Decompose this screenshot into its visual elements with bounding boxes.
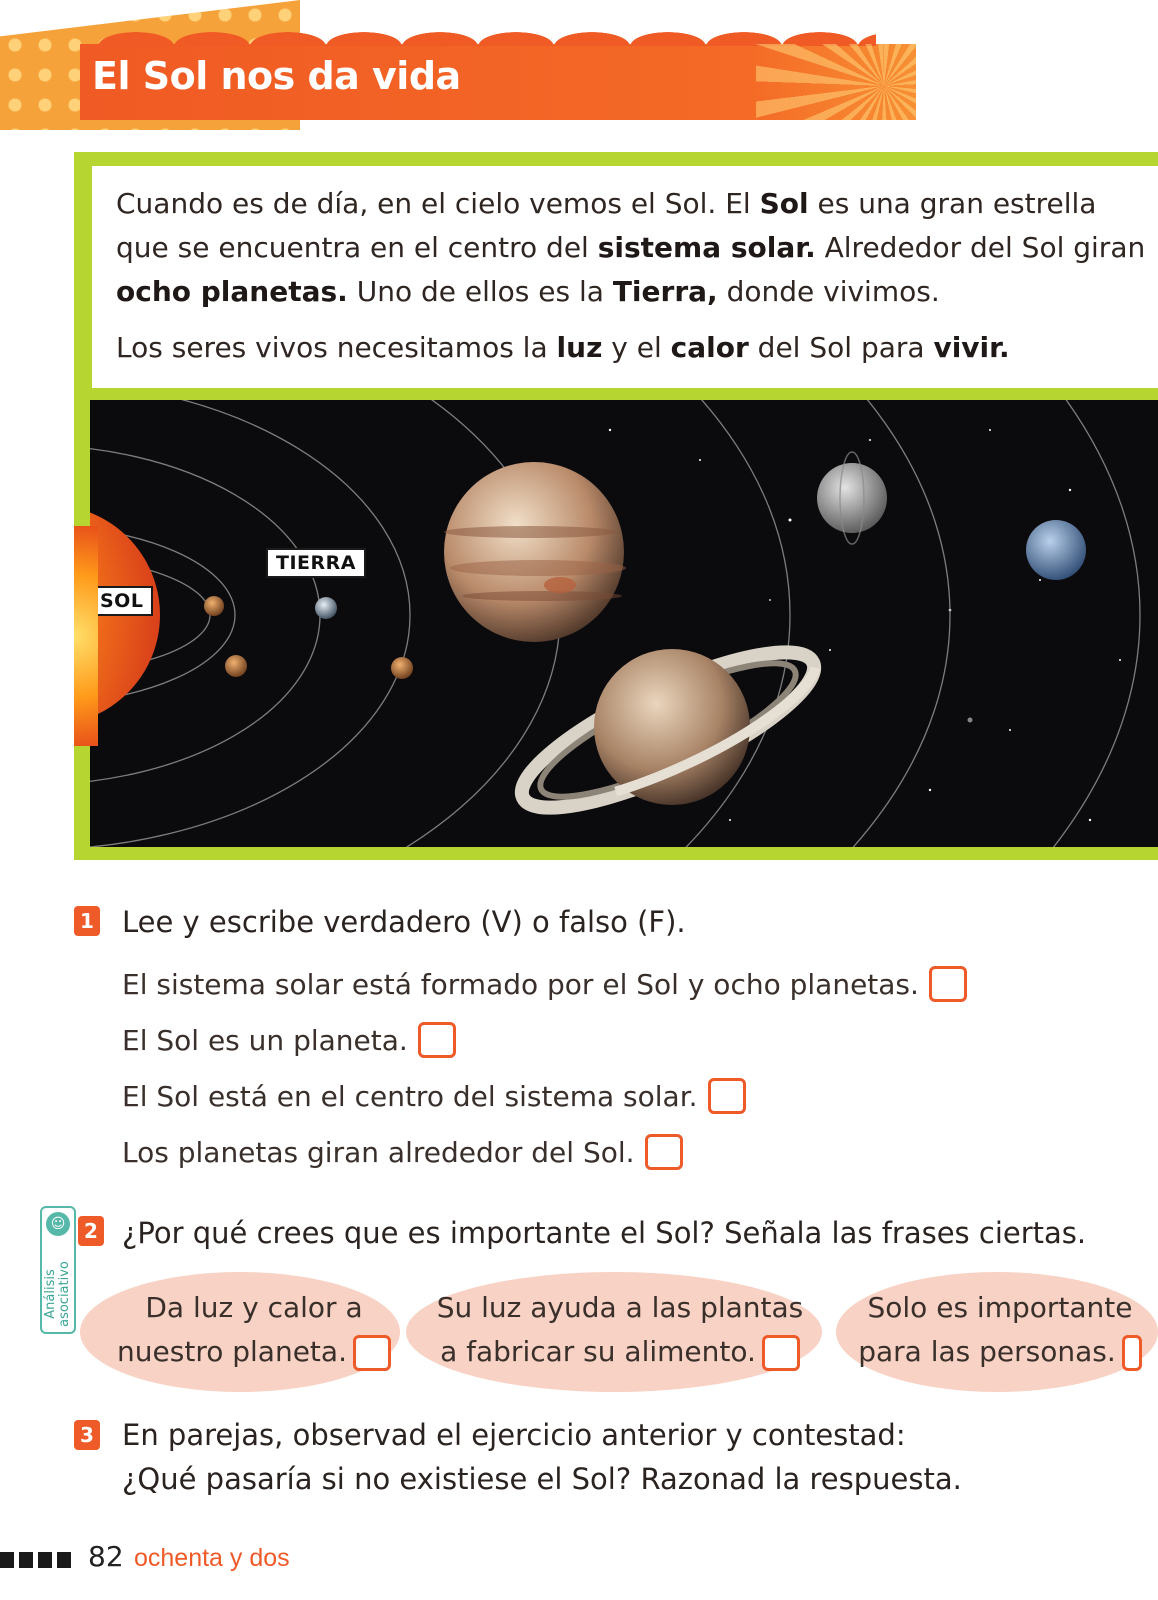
- statement-4-text: Los planetas giran alrededor del Sol.: [122, 1135, 635, 1169]
- option-1-line2: nuestro planeta.: [117, 1335, 347, 1368]
- text-run: Alrededor del Sol giran: [815, 231, 1146, 264]
- page-number-words: ochenta y dos: [134, 1544, 290, 1572]
- statement-1: [122, 966, 967, 1002]
- text-run: del Sol para: [748, 331, 934, 364]
- option-3: [848, 1286, 1152, 1374]
- neptune-planet: [1026, 520, 1086, 580]
- exercise-3-line2: ¿Qué pasaría si no existiese el Sol? Razonad la respuesta.: [122, 1462, 962, 1496]
- sunburst-decoration: [756, 44, 916, 120]
- option-3-checkbox[interactable]: [1122, 1335, 1142, 1371]
- option-3-line2: para las personas.: [858, 1335, 1116, 1368]
- solar-system-illustration: [90, 400, 1158, 847]
- skill-tag: [40, 1206, 76, 1334]
- text-run: vivir.: [933, 331, 1010, 364]
- statement-2-text: El Sol es un planeta.: [122, 1023, 408, 1057]
- option-3-line1: Solo es importante: [867, 1291, 1133, 1324]
- statement-3-answer-box[interactable]: [708, 1078, 746, 1114]
- option-1: [106, 1286, 402, 1374]
- text-run: Cuando es de día, en el cielo vemos el Sol. El: [116, 187, 760, 220]
- option-3-line2-row: [848, 1330, 1152, 1374]
- option-1-line2-row: [106, 1330, 402, 1374]
- saturn-planet: [505, 620, 833, 836]
- earth-label: TIERRA: [266, 548, 366, 578]
- page-number: 82: [88, 1540, 124, 1573]
- text-run: calor: [670, 331, 749, 364]
- brain-icon: ☺: [46, 1212, 70, 1236]
- page-title: El Sol nos da vida: [92, 54, 461, 98]
- text-run: es una gran estrella que se encuentra en el centro del: [116, 187, 1097, 264]
- statement-3-text: El Sol está en el centro del sistema solar.: [122, 1079, 698, 1113]
- mars-planet: [391, 657, 413, 679]
- text-run: ocho planetas.: [116, 275, 348, 308]
- text-run: luz: [556, 331, 603, 364]
- title-banner: [80, 44, 916, 120]
- text-run: y el: [602, 331, 671, 364]
- intro-paragraph-1: [116, 182, 1146, 314]
- text-run: donde vivimos.: [717, 275, 940, 308]
- statement-4: [122, 1134, 683, 1170]
- option-2-line1: Su luz ayuda a las plantas: [436, 1291, 804, 1324]
- text-run: Uno de ellos es la: [347, 275, 613, 308]
- option-2-checkbox[interactable]: [762, 1335, 800, 1371]
- solar-system-drawing: [90, 400, 1158, 847]
- text-run: Sol: [759, 187, 809, 220]
- exercise-1-number: 1: [74, 906, 100, 936]
- option-2: [420, 1286, 820, 1374]
- text-run: Los seres vivos necesitamos la: [116, 331, 557, 364]
- statement-4-answer-box[interactable]: [645, 1134, 683, 1170]
- sun-edge: [74, 526, 98, 746]
- skill-tag-text: Análisis asociativo: [43, 1261, 72, 1327]
- exercise-2-number: 2: [78, 1216, 104, 1246]
- intro-text-box: [92, 166, 1158, 388]
- exercise-3-number: 3: [74, 1420, 100, 1450]
- mercury-planet: [204, 596, 224, 616]
- text-run: Tierra,: [612, 275, 718, 308]
- statement-2-answer-box[interactable]: [418, 1022, 456, 1058]
- option-2-line2: a fabricar su alimento.: [440, 1335, 756, 1368]
- intro-paragraph-2: [116, 326, 1146, 370]
- statement-3: [122, 1078, 746, 1114]
- uranus-planet: [817, 463, 887, 533]
- venus-planet: [225, 655, 247, 677]
- statement-2: [122, 1022, 456, 1058]
- text-run: sistema solar.: [597, 231, 816, 264]
- statement-1-answer-box[interactable]: [929, 966, 967, 1002]
- exercise-1-heading: Lee y escribe verdadero (V) o falso (F).: [122, 905, 686, 939]
- exercise-3-line1: En parejas, observad el ejercicio anterior y contestad:: [122, 1418, 906, 1452]
- option-2-line2-row: [420, 1330, 820, 1374]
- earth-planet: [315, 597, 337, 619]
- exercise-2-heading: ¿Por qué crees que es importante el Sol? Señala las frases ciertas.: [122, 1216, 1087, 1250]
- sun-label: SOL: [90, 586, 153, 616]
- option-1-checkbox[interactable]: [353, 1335, 391, 1371]
- statement-1-text: El sistema solar está formado por el Sol y ocho planetas.: [122, 967, 919, 1001]
- footer-dashes: [0, 1552, 76, 1568]
- jupiter-planet: [444, 462, 626, 642]
- option-1-line1: Da luz y calor a: [145, 1291, 363, 1324]
